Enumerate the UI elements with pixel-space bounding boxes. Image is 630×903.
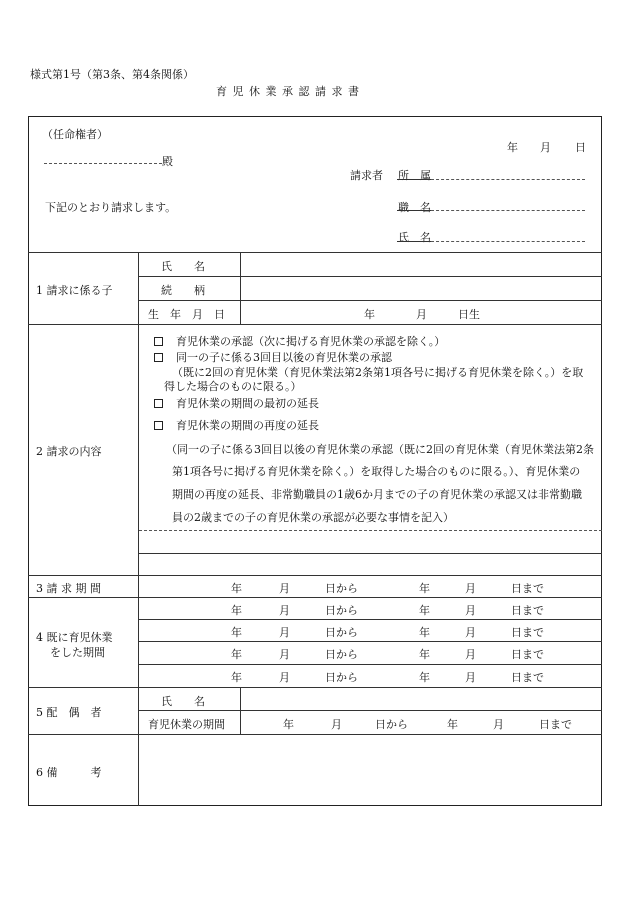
option3-text: 育児休業の期間の最初の延長 [176, 397, 319, 410]
spouse-period-row [241, 711, 601, 734]
row3-year-to: 年 [419, 648, 430, 661]
page-title: 育 児 休 業 承 認 請 求 書 [216, 85, 360, 98]
date-day: 日 [575, 141, 586, 154]
section4-label-line2: をした期間 [50, 646, 105, 659]
row2-from: 日から [325, 626, 358, 639]
date-year: 年 [507, 141, 518, 154]
row2-year-to: 年 [419, 626, 430, 639]
section4-label-line1: 4 既に育児休業 [36, 631, 113, 644]
period-month-to: 月 [465, 582, 476, 595]
appointer-label: （任命権者） [42, 128, 108, 141]
row3-month-from: 月 [279, 648, 290, 661]
row4-from: 日から [325, 671, 358, 684]
reason-entry-line2[interactable] [138, 553, 602, 554]
date-month: 月 [540, 141, 551, 154]
spouse-name-label: 氏 名 [161, 695, 205, 708]
row1-until: 日まで [511, 604, 544, 617]
option4-text: 育児休業の期間の再度の延長 [176, 419, 319, 432]
birth-year: 年 [364, 308, 375, 321]
checkbox-option4[interactable] [154, 421, 163, 430]
position-field[interactable] [431, 210, 585, 211]
reason-line3: 期間の再度の延長、非常勤職員の1歳6か月までの子の育児休業の承認又は非常勤職 [172, 488, 582, 501]
past-period-row-2 [139, 620, 602, 641]
reason-entry-line1[interactable] [139, 530, 602, 531]
row2-month-to: 月 [465, 626, 476, 639]
period-from: 日から [325, 582, 358, 595]
spouse-period-label: 育児休業の期間 [148, 718, 225, 731]
section6-label: 6 備 考 [36, 766, 102, 779]
checkbox-option1[interactable] [154, 337, 163, 346]
checkbox-option2[interactable] [154, 353, 163, 362]
name-field[interactable] [431, 241, 585, 242]
spouse-year-from: 年 [283, 718, 294, 731]
spouse-name-field[interactable] [241, 688, 601, 710]
period-year-from: 年 [231, 582, 242, 595]
section2-label: 2 請求の内容 [36, 445, 102, 458]
spouse-year-to: 年 [447, 718, 458, 731]
row1-month-from: 月 [279, 604, 290, 617]
affiliation-label: 所 属 [398, 169, 431, 182]
period-until: 日まで [511, 582, 544, 595]
birth-month: 月 [416, 308, 427, 321]
past-period-row-1 [139, 598, 602, 619]
option2-note-line1: （既に2回の育児休業（育児休業法第2条第1項各号に掲げる育児休業を除く。）を取 [172, 366, 584, 379]
row4-month-from: 月 [279, 671, 290, 684]
name-label: 氏 名 [398, 231, 431, 244]
row2-year-from: 年 [231, 626, 242, 639]
period-month-from: 月 [279, 582, 290, 595]
row3-until: 日まで [511, 648, 544, 661]
period-year-to: 年 [419, 582, 430, 595]
section1-label: 1 請求に係る子 [36, 284, 113, 297]
option2-text: 同一の子に係る3回目以後の育児休業の承認 [176, 351, 392, 364]
reason-line4: 員の2歳までの子の育児休業の承認が必要な事情を記入） [172, 511, 454, 524]
birth-day: 日生 [458, 308, 480, 321]
row1-month-to: 月 [465, 604, 476, 617]
row1-year-from: 年 [231, 604, 242, 617]
remarks-field[interactable] [139, 735, 601, 805]
requester-label: 請求者 [350, 169, 383, 182]
affiliation-field[interactable] [431, 179, 585, 180]
row4-year-from: 年 [231, 671, 242, 684]
position-label: 職 名 [398, 201, 431, 214]
row1-from: 日から [325, 604, 358, 617]
spouse-month-to: 月 [493, 718, 504, 731]
option1-text: 育児休業の承認（次に掲げる育児休業の承認を除く。） [176, 335, 446, 348]
spouse-month-from: 月 [331, 718, 342, 731]
section5-label: 5 配 偶 者 [36, 706, 102, 719]
past-period-row-4 [139, 665, 602, 687]
dono-label: 殿 [162, 155, 173, 168]
appointer-field[interactable] [44, 163, 162, 164]
reason-line2: 第1項各号に掲げる育児休業を除く。）を取得した場合のものに限る。）、育児休業の [172, 465, 581, 478]
child-birth-label: 生 年 月 日 [148, 308, 225, 321]
checkbox-option3[interactable] [154, 399, 163, 408]
row2-until: 日まで [511, 626, 544, 639]
row4-month-to: 月 [465, 671, 476, 684]
spouse-from: 日から [375, 718, 408, 731]
request-period-row [139, 576, 602, 597]
option2-note-line2: 得した場合のものに限る。） [164, 380, 302, 393]
row4-until: 日まで [511, 671, 544, 684]
row3-year-from: 年 [231, 648, 242, 661]
spouse-until: 日まで [539, 718, 572, 731]
past-period-row-3 [139, 642, 602, 664]
section3-label: 3 請 求 期 間 [36, 582, 101, 595]
request-text: 下記のとおり請求します。 [45, 201, 177, 214]
row3-month-to: 月 [465, 648, 476, 661]
child-name-label: 氏 名 [161, 260, 205, 273]
row2-month-from: 月 [279, 626, 290, 639]
form-number: 様式第1号（第3条、第4条関係） [30, 68, 194, 81]
reason-line1: （同一の子に係る3回目以後の育児休業の承認（既に2回の育児休業（育児休業法第2条 [166, 443, 594, 456]
child-relation-label: 続 柄 [161, 284, 205, 297]
row3-from: 日から [325, 648, 358, 661]
row4-year-to: 年 [419, 671, 430, 684]
row1-year-to: 年 [419, 604, 430, 617]
child-name-field[interactable] [241, 253, 601, 276]
child-relation-field[interactable] [241, 277, 601, 300]
